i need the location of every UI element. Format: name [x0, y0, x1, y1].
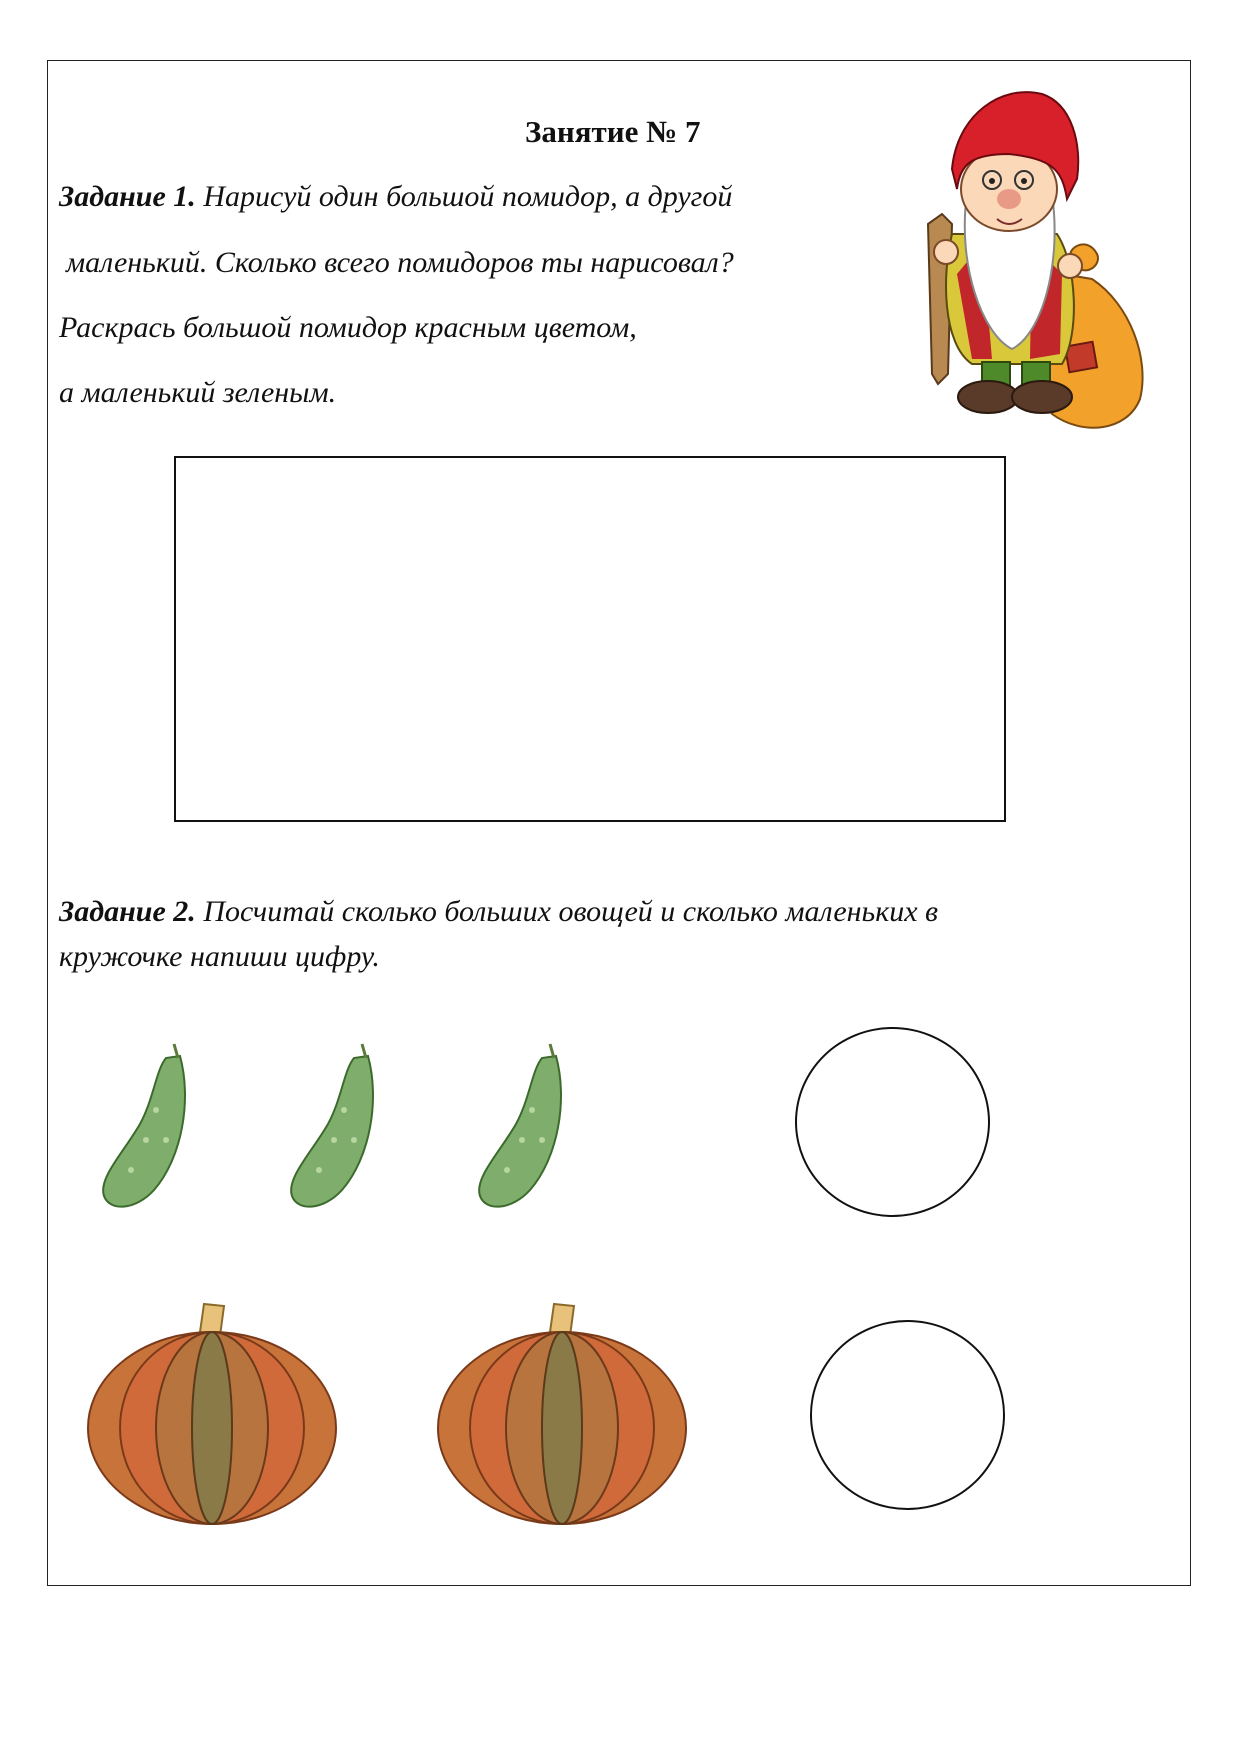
task2-label: Задание 2.	[59, 895, 196, 928]
task2-line1: Задание 2. Посчитай сколько больших овощей и сколько маленьких в	[59, 895, 939, 928]
pumpkin-icon	[434, 1300, 690, 1530]
answer-circle-pumpkins[interactable]	[810, 1320, 1005, 1510]
task2-line2: кружочке напиши цифру.	[59, 940, 380, 973]
task1-line1: Задание 1. Нарисуй один большой помидор, а другой	[59, 180, 733, 213]
gnome-illustration	[912, 74, 1152, 444]
cucumber-icon	[284, 1040, 384, 1220]
task1-line2: маленький. Сколько всего помидоров ты нарисовал?	[66, 246, 734, 279]
pumpkin-icon	[84, 1300, 340, 1530]
task1-line4: а маленький зеленым.	[59, 376, 337, 409]
task1-line3: Раскрась большой помидор красным цветом,	[59, 311, 637, 344]
drawing-area[interactable]	[174, 456, 1006, 822]
answer-circle-cucumbers[interactable]	[795, 1027, 990, 1217]
cucumber-icon	[96, 1040, 196, 1220]
task1-label: Задание 1.	[59, 180, 196, 213]
cucumber-icon	[472, 1040, 572, 1220]
page-title: Занятие № 7	[525, 114, 701, 149]
